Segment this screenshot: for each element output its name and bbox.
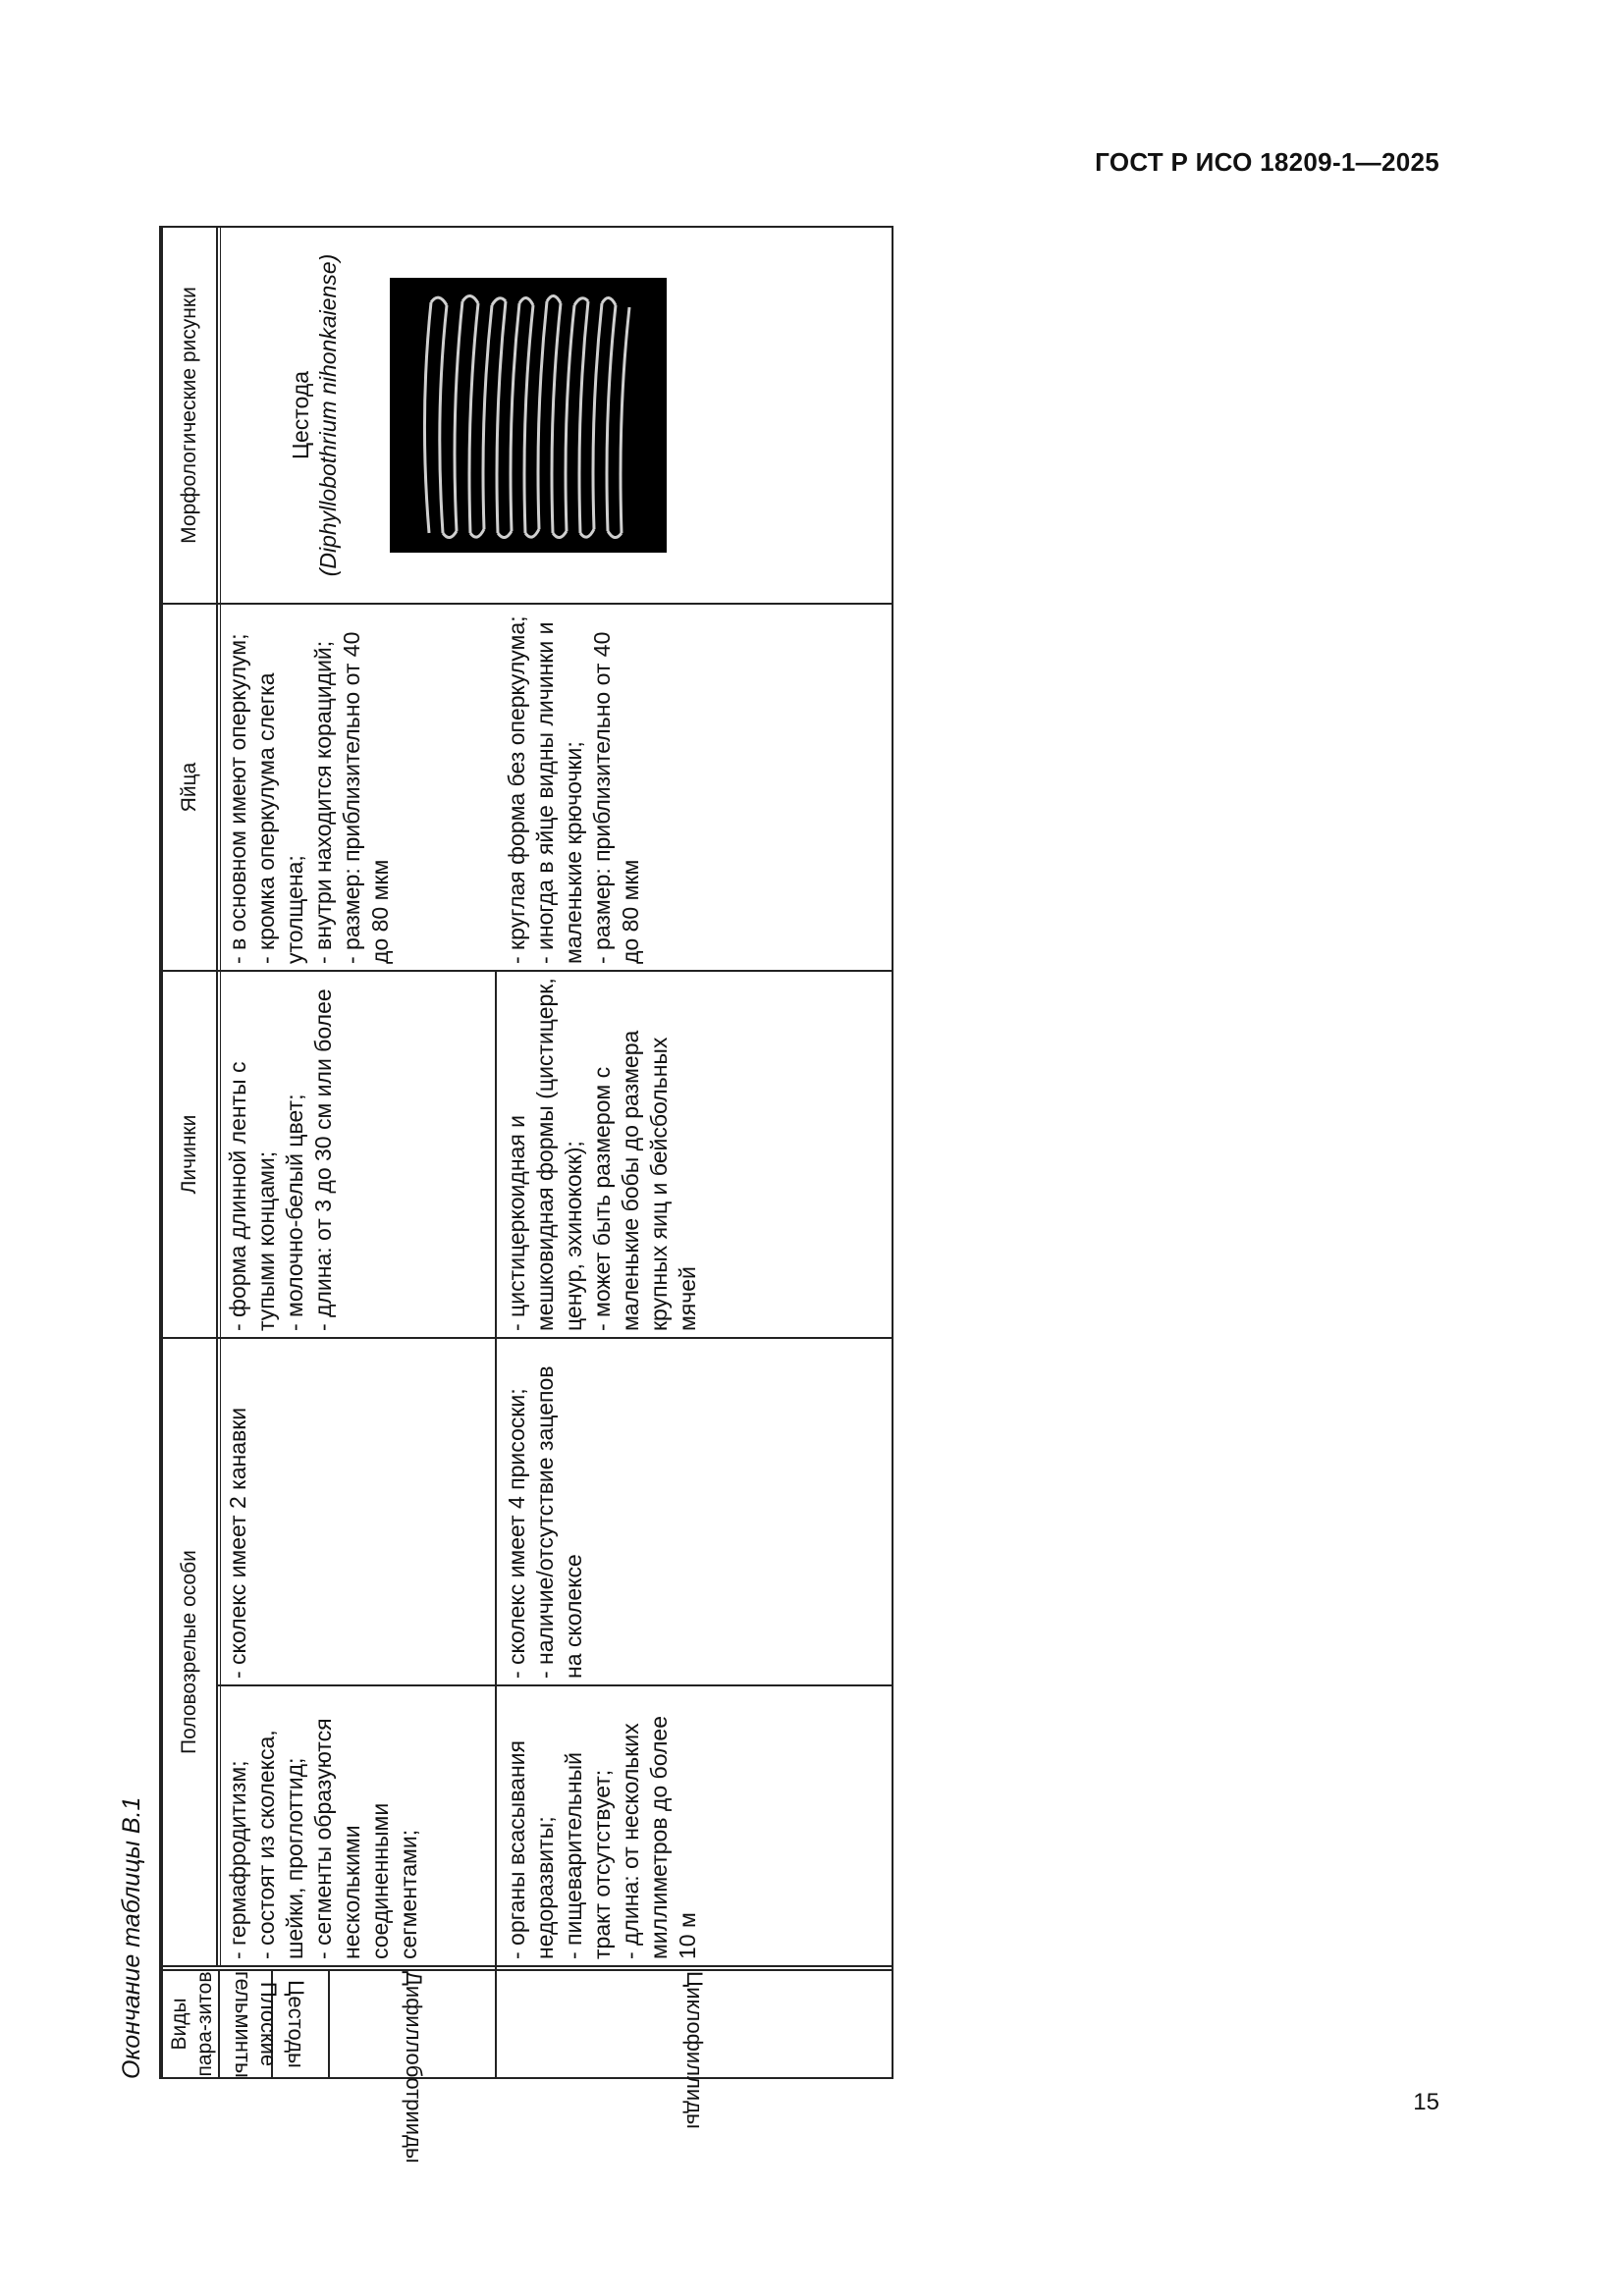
header-separator [216,228,218,1965]
col-line-4 [161,970,892,972]
cestode-photo [390,278,667,553]
col-header-species: Виды пара-зитов [168,1971,216,2077]
species-sep-1 [218,1971,220,2077]
list-item: - наличие/отсутствие зацепов на сколексе [532,1365,586,1679]
list-item: - сколекс имеет 2 канавки [225,1407,250,1679]
species-sep-3 [328,1971,330,2077]
list-item: - цистицеркоидная и мешковидная формы (цистицерк, ценур, эхинококк); [504,978,586,1331]
col-header-figures: Морфологические рисунки [178,287,200,544]
row1-larvae [224,978,338,1331]
group-cestodes: Цестоды [284,1980,308,2068]
cestode-photo-graphic [390,278,667,553]
list-item: - пищеварительный тракт отсутствует; [561,1752,615,1959]
col-header-larvae: Личинки [178,1114,200,1195]
col-line-2 [216,1684,892,1686]
list-item: - сколекс имеет 4 присоски; [504,1388,529,1679]
figure-label [287,228,342,603]
row1-adults-specific [224,1345,252,1679]
row1-adults-general [224,1692,423,1959]
figure-title: Цестода [288,370,313,460]
group-cyclophyllids: Циклофиллиды [682,1971,707,2129]
col-header-eggs: Яйца [178,762,200,813]
standard-header: ГОСТ Р ИСО 18209-1—2025 [1095,147,1439,177]
row2-eggs [503,611,645,964]
list-item: - размер: приблизительно от 40 до 80 мкм [589,631,643,964]
list-item: - кромка оперкулума слегка утолщена; [253,672,307,964]
col-line-3 [161,1337,892,1339]
border-top [161,228,163,2077]
row2-larvae [503,978,702,1331]
col-line-5 [161,603,892,605]
list-item: - размер: приблизительно от 40 до 80 мкм [339,631,393,964]
list-item: - молочно-белый цвет; [282,1094,307,1331]
col-line-1b [161,1965,892,1967]
list-item: - длина: от 3 до 30 см или более [310,988,336,1331]
row2-adults-specific [503,1345,588,1679]
group-diphyllobothriids: Дифиллоботрииды [402,1971,426,2163]
list-item: - состоят из сколекса, шейки, проглоттид; [253,1730,307,1959]
list-item: - форма длинной ленты с тупыми концами; [225,1061,279,1331]
row1-eggs [224,611,395,964]
list-item: - круглая форма без оперкулума; [504,615,529,964]
list-item: - в основном имеют оперкулум; [225,633,250,964]
col-header-adults: Половозрелые особи [178,1550,200,1754]
list-item: - органы всасывания недоразвиты; [504,1740,558,1959]
list-item: - гермафродитизм; [225,1760,250,1959]
page-number: 15 [1413,2089,1439,2115]
list-item: - сегменты образуются несколькими соединенными сегментами; [310,1718,421,1959]
table-caption: Окончание таблицы В.1 [118,1796,145,2079]
rotated-table-page [118,226,893,2163]
list-item: - иногда в яйце видны личинки и маленькие крючочки; [532,621,586,964]
header-separator-2 [220,228,221,1965]
figure-species: (Diphyllobothrium nihonkaiense) [315,253,341,577]
parasite-table [159,226,893,2163]
list-item: - внутри находится корацидий; [310,640,336,964]
row2-adults-general [503,1692,702,1959]
row-separator [495,970,497,2077]
list-item: - может быть размером с маленькие бобы до размера крупных яиц и бейсбольных мячей [589,1030,700,1331]
list-item: - длина: от нескольких миллиметров до более 10 м [618,1716,700,1959]
group-flatworms: Плоские гельминты [231,1971,281,2078]
